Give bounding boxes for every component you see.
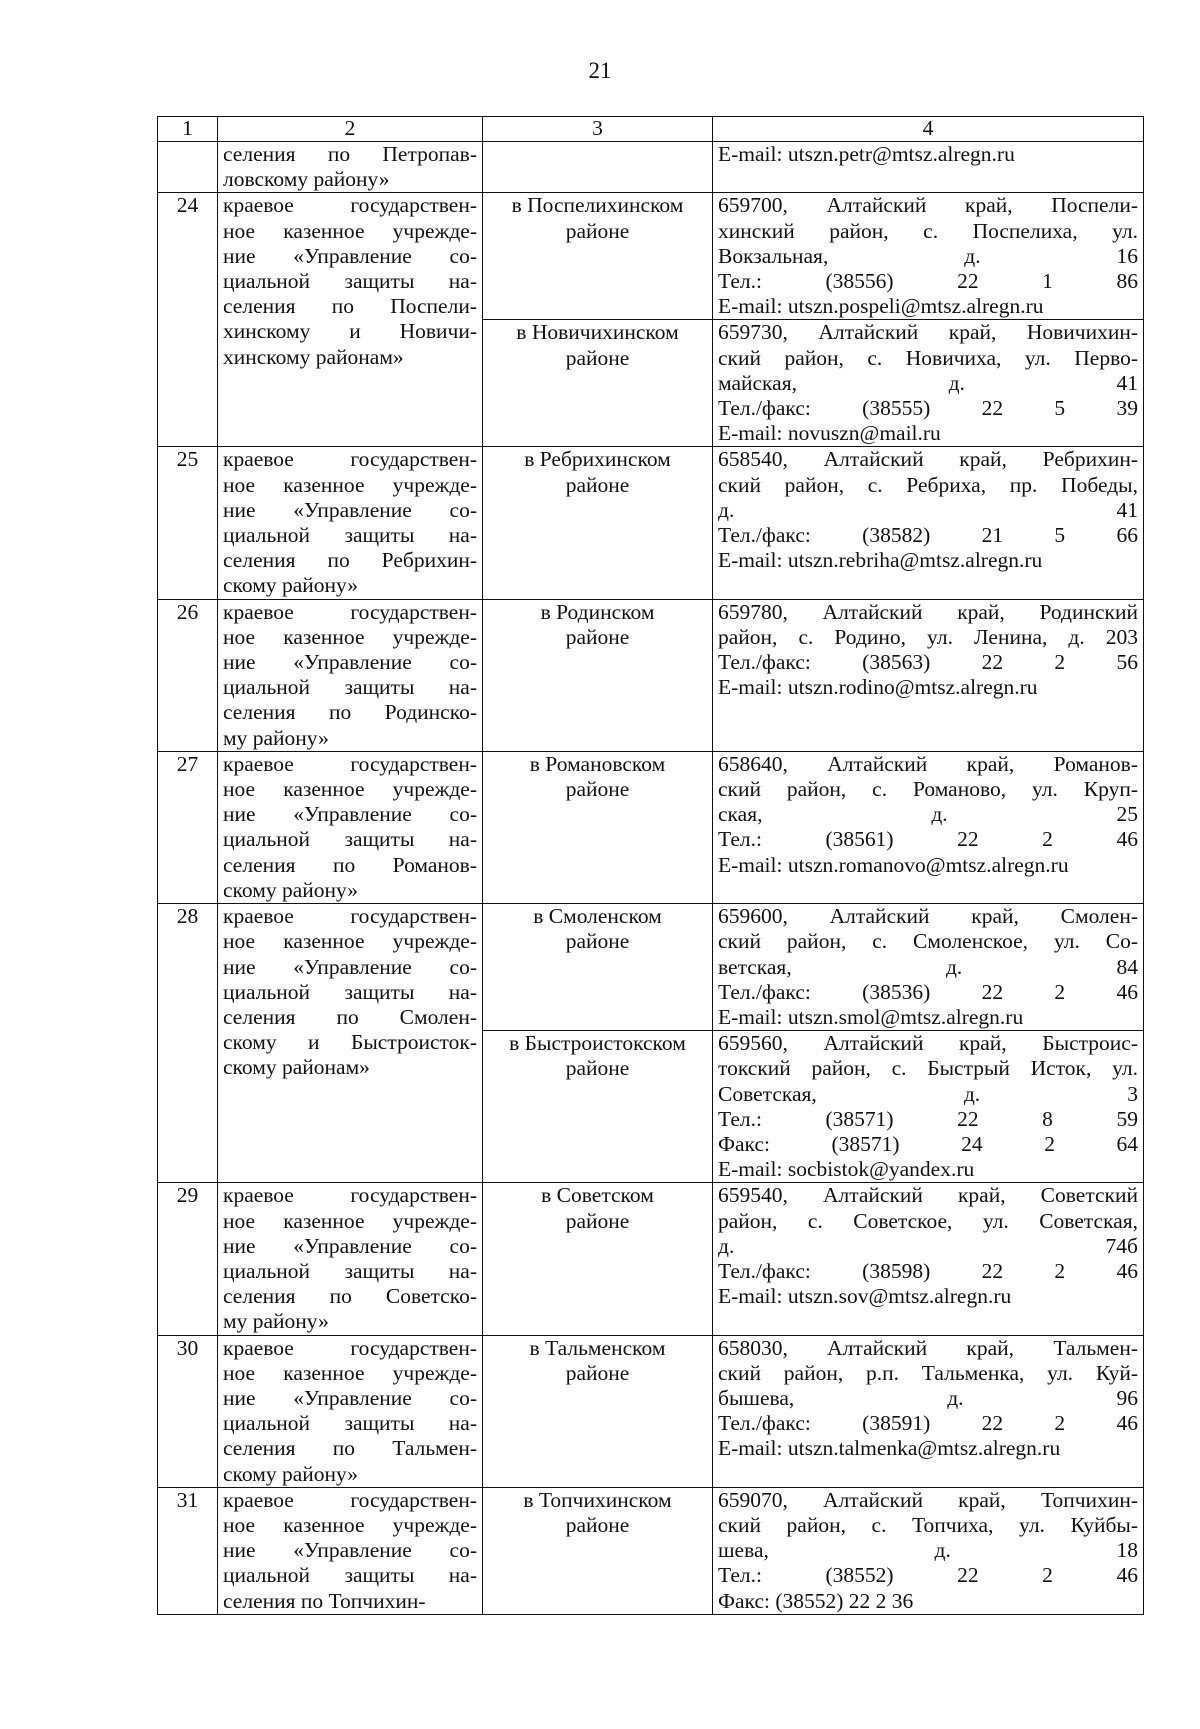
text-line: E-mail: socbistok@yandex.ru (718, 1157, 975, 1182)
address-cell (713, 142, 1144, 193)
district-cell (483, 193, 713, 320)
text-line: районе (565, 345, 630, 370)
text-line: E-mail: utszn.sov@mtsz.alregn.ru (718, 1284, 1012, 1309)
text-line: Тел./факс: (38591) 22 2 46 (718, 1411, 1138, 1436)
text-line: в Ребрихинском (524, 447, 671, 472)
text-line: 659560, Алтайский край, Быстроис- (718, 1031, 1138, 1056)
text-line: районе (565, 929, 630, 954)
text-line: в Тальменском (529, 1335, 666, 1360)
district-cell (483, 320, 713, 447)
text-line: циальной защиты на- (223, 675, 477, 700)
text-line: ние «Управление со- (223, 1233, 477, 1258)
text-line: ное казенное учрежде- (223, 218, 477, 243)
text-line: в Быстроистокском (509, 1031, 686, 1056)
text-line: скому и Быстроисток- (223, 1030, 477, 1055)
table-body (158, 117, 1144, 1615)
text-line: ние «Управление со- (223, 802, 477, 827)
text-line: селения по Смолен- (223, 1004, 477, 1029)
column-number-2: 2 (218, 117, 483, 142)
row-number-cell (158, 142, 218, 193)
text-line: 659730, Алтайский край, Новичихин- (718, 320, 1138, 345)
text-line: Тел./факс: (38582) 21 5 66 (718, 523, 1138, 548)
text-line: циальной защиты на- (223, 979, 477, 1004)
row-number-cell: 26 (158, 599, 218, 751)
text-line: в Советском (541, 1183, 654, 1208)
text-line: селения по Топчихин- (223, 1588, 426, 1613)
text-line: Тел./факс: (38563) 22 2 56 (718, 650, 1138, 675)
text-line: Тел.: (38556) 22 1 86 (718, 269, 1138, 294)
text-line: 659540, Алтайский край, Советский (718, 1183, 1138, 1208)
text-line: в Поспелихинском (511, 193, 684, 218)
text-line: ловскому району» (223, 167, 390, 192)
text-line: му району» (223, 725, 329, 750)
text-line: ние «Управление со- (223, 1538, 477, 1563)
text-line: циальной защиты на- (223, 1258, 477, 1283)
text-line: районе (565, 1208, 630, 1233)
text-line: E-mail: utszn.talmenka@mtsz.alregn.ru (718, 1436, 1061, 1461)
column-number-row (158, 117, 1144, 142)
row-number-cell: 24 (158, 193, 218, 447)
text-line: Тел.: (38571) 22 8 59 (718, 1106, 1138, 1131)
text-line: ное казенное учрежде- (223, 624, 477, 649)
text-line: циальной защиты на- (223, 1411, 477, 1436)
text-line: E-mail: novuszn@mail.ru (718, 421, 941, 446)
text-line: ский район, с. Романово, ул. Круп- (718, 777, 1138, 802)
text-line: краевое государствен- (223, 193, 477, 218)
text-line: E-mail: utszn.smol@mtsz.alregn.ru (718, 1004, 1024, 1029)
text-line: токский район, с. Быстрый Исток, ул. (718, 1056, 1138, 1081)
text-line: ное казенное учрежде- (223, 472, 477, 497)
table-row (158, 193, 1144, 320)
text-line: E-mail: utszn.romanovo@mtsz.alregn.ru (718, 852, 1069, 877)
text-line: район, с. Родино, ул. Ленина, д. 203 (718, 624, 1138, 649)
text-line: в Романовском (529, 751, 666, 776)
text-line: районе (565, 1360, 630, 1385)
text-line: 658640, Алтайский край, Романов- (718, 751, 1138, 776)
row-number-cell: 25 (158, 447, 218, 599)
address-cell (713, 1335, 1144, 1487)
table-row (158, 751, 1144, 903)
text-line: Вокзальная, д. 16 (718, 243, 1138, 268)
text-line: ский район, с. Новичиха, ул. Перво- (718, 345, 1138, 370)
text-line: бышева, д. 96 (718, 1385, 1138, 1410)
text-line: ский район, с. Ребриха, пр. Победы, (718, 472, 1138, 497)
row-number-cell: 27 (158, 751, 218, 903)
address-cell (713, 1183, 1144, 1335)
text-line: скому району» (223, 1461, 359, 1486)
text-line: селения по Родинско- (223, 700, 477, 725)
text-line: в Топчихинском (523, 1487, 672, 1512)
text-line: краевое государствен- (223, 1487, 477, 1512)
text-line: 659700, Алтайский край, Поспели- (718, 193, 1138, 218)
district-cell (483, 1487, 713, 1614)
text-line: селения по Поспели- (223, 294, 477, 319)
text-line: краевое государствен- (223, 447, 477, 472)
address-cell (713, 599, 1144, 751)
text-line: селения по Петропав- (223, 142, 477, 166)
text-line: районе (565, 218, 630, 243)
text-line: 659070, Алтайский край, Топчихин- (718, 1487, 1138, 1512)
table-row (158, 1183, 1144, 1335)
organization-cell (218, 142, 483, 193)
text-line: краевое государствен- (223, 599, 477, 624)
organization-cell (218, 904, 483, 1183)
column-number-3: 3 (483, 117, 713, 142)
district-cell (483, 1183, 713, 1335)
organization-cell (218, 447, 483, 599)
text-line: районе (565, 472, 630, 497)
address-cell (713, 751, 1144, 903)
text-line: ное казенное учрежде- (223, 1512, 477, 1537)
text-line: Тел./факс: (38536) 22 2 46 (718, 979, 1138, 1004)
column-number-4: 4 (713, 117, 1144, 142)
text-line: циальной защиты на- (223, 827, 477, 852)
text-line: Факс: (38552) 22 2 36 (718, 1588, 914, 1613)
text-line: E-mail: utszn.pospeli@mtsz.alregn.ru (718, 294, 1044, 319)
text-line: E-mail: utszn.rebriha@mtsz.alregn.ru (718, 548, 1043, 573)
row-number-cell: 29 (158, 1183, 218, 1335)
text-line: районе (565, 624, 630, 649)
district-cell (483, 751, 713, 903)
text-line: Тел.: (38552) 22 2 46 (718, 1563, 1138, 1588)
text-line: Тел.: (38561) 22 2 46 (718, 827, 1138, 852)
text-line: ние «Управление со- (223, 243, 477, 268)
table-row (158, 1487, 1144, 1614)
text-line: ский район, с. Смоленское, ул. Со- (718, 929, 1138, 954)
table-row (158, 904, 1144, 1031)
district-cell (483, 447, 713, 599)
text-line: скому району» (223, 573, 359, 598)
text-line: 659780, Алтайский край, Родинский (718, 599, 1138, 624)
organization-cell (218, 599, 483, 751)
text-line: хинскому и Новичи- (223, 319, 477, 344)
text-line: 659600, Алтайский край, Смолен- (718, 904, 1138, 929)
text-line: ский район, р.п. Тальменка, ул. Куй- (718, 1360, 1138, 1385)
text-line: шева, д. 18 (718, 1538, 1138, 1563)
text-line: селения по Тальмен- (223, 1436, 477, 1461)
text-line: селения по Советско- (223, 1284, 477, 1309)
text-line: 658540, Алтайский край, Ребрихин- (718, 447, 1138, 472)
row-number-cell: 28 (158, 904, 218, 1183)
organization-cell (218, 1183, 483, 1335)
text-line: циальной защиты на- (223, 523, 477, 548)
organization-cell (218, 193, 483, 447)
district-cell (483, 1335, 713, 1487)
text-line: в Новичихинском (516, 320, 679, 345)
table-row (158, 447, 1144, 599)
text-line: циальной защиты на- (223, 269, 477, 294)
text-line: майская, д. 41 (718, 370, 1138, 395)
organization-cell (218, 1487, 483, 1614)
text-line: циальной защиты на- (223, 1563, 477, 1588)
text-line: краевое государствен- (223, 904, 477, 929)
address-cell (713, 904, 1144, 1031)
text-line: селения по Ребрихин- (223, 548, 477, 573)
text-line: Факс: (38571) 24 2 64 (718, 1131, 1138, 1156)
text-line: Советская, д. 3 (718, 1081, 1138, 1106)
text-line: ние «Управление со- (223, 497, 477, 522)
text-line: районе (565, 1056, 630, 1081)
district-cell (483, 904, 713, 1031)
text-line: ное казенное учрежде- (223, 1360, 477, 1385)
text-line: хинскому районам» (223, 344, 404, 369)
page-number: 21 (588, 58, 612, 83)
address-cell (713, 1487, 1144, 1614)
text-line: д. 74б (718, 1233, 1138, 1258)
text-line: ветская, д. 84 (718, 954, 1138, 979)
text-line: ние «Управление со- (223, 954, 477, 979)
text-line: E-mail: utszn.petr@mtsz.alregn.ru (718, 142, 1015, 166)
text-line: скому районам» (223, 1055, 370, 1080)
organization-cell (218, 1335, 483, 1487)
text-line: Тел./факс: (38555) 22 5 39 (718, 396, 1138, 421)
address-cell (713, 193, 1144, 320)
text-line: скому району» (223, 877, 359, 902)
address-cell (713, 447, 1144, 599)
text-line: ное казенное учрежде- (223, 1208, 477, 1233)
text-line: районе (565, 1512, 630, 1537)
text-line: му району» (223, 1309, 329, 1334)
text-line: ное казенное учрежде- (223, 777, 477, 802)
district-cell (483, 1031, 713, 1183)
text-line: район, с. Советское, ул. Советская, (718, 1208, 1138, 1233)
address-cell (713, 320, 1144, 447)
text-line: д. 41 (718, 497, 1138, 522)
text-line: районе (565, 777, 630, 802)
institutions-table (157, 116, 1144, 1615)
text-line: в Смоленском (533, 904, 662, 929)
text-line: ное казенное учрежде- (223, 929, 477, 954)
table-row (158, 1335, 1144, 1487)
district-cell (483, 599, 713, 751)
row-number-cell: 31 (158, 1487, 218, 1614)
column-number-1: 1 (158, 117, 218, 142)
address-cell (713, 1031, 1144, 1183)
row-number-cell: 30 (158, 1335, 218, 1487)
table-row (158, 599, 1144, 751)
text-line: ние «Управление со- (223, 1385, 477, 1410)
text-line: ский район, с. Топчиха, ул. Куйбы- (718, 1512, 1138, 1537)
text-line: краевое государствен- (223, 751, 477, 776)
text-line: краевое государствен- (223, 1335, 477, 1360)
text-line: в Родинском (540, 599, 655, 624)
text-line: ская, д. 25 (718, 802, 1138, 827)
text-line: хинский район, с. Поспелиха, ул. (718, 218, 1138, 243)
text-line: краевое государствен- (223, 1183, 477, 1208)
organization-cell (218, 751, 483, 903)
text-line: Тел./факс: (38598) 22 2 46 (718, 1258, 1138, 1283)
text-line: 658030, Алтайский край, Тальмен- (718, 1335, 1138, 1360)
table-row (158, 142, 1144, 193)
text-line: ние «Управление со- (223, 650, 477, 675)
text-line: E-mail: utszn.rodino@mtsz.alregn.ru (718, 675, 1038, 700)
district-cell (483, 142, 713, 193)
text-line: селения по Романов- (223, 852, 477, 877)
